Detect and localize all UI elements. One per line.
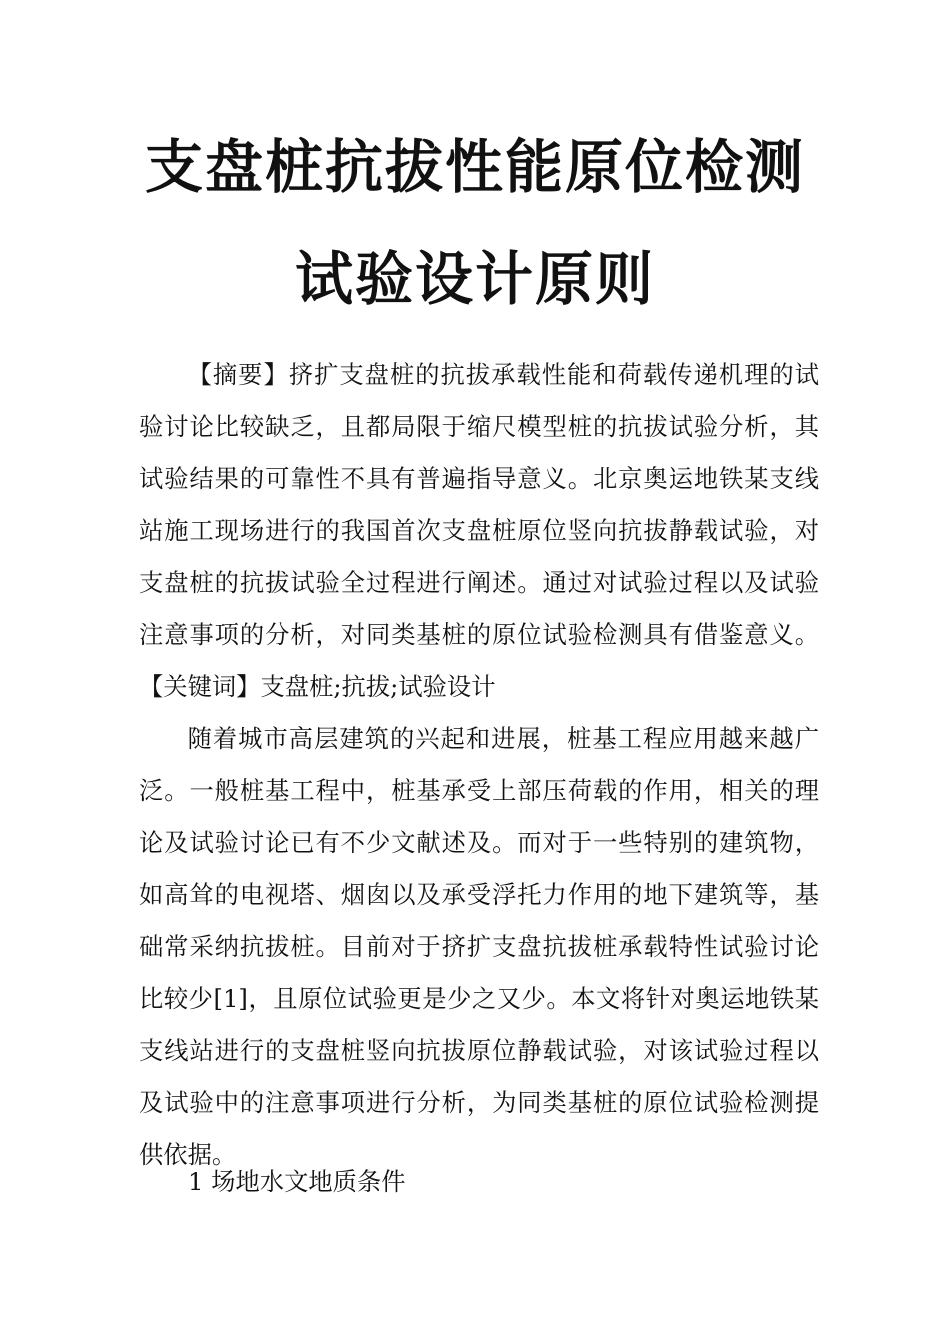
intro-paragraph: 随着城市高层建筑的兴起和进展，桩基工程应用越来越广泛。一般桩基工程中，桩基承受上部压荷载的作用，相关的理论及试验讨论已有不少文献述及。而对于一些特别的建筑物，如高耸的电视塔、烟囱以及承受浮托力作用的地下建筑等，基础常采纳抗拔桩。目前对于挤扩支盘抗拔桩承载特性试验讨论比较少[1]，且原位试验更是少之又少。本文将针对奥运地铁某支线站进行的支盘桩竖向抗拔原位静载试验，对该试验过程以及试验中的注意事项进行分析，为同类基桩的原位试验检测提供依据。	[139, 724, 819, 1169]
abstract-paragraph: 【摘要】挤扩支盘桩的抗拔承载性能和荷载传递机理的试验讨论比较缺乏，且都局限于缩尺模型桩的抗拔试验分析，其试验结果的可靠性不具有普遍指导意义。北京奥运地铁某支线站施工现场进行的我国首次支盘桩原位竖向抗拔静载试验，对支盘桩的抗拔试验全过程进行阐述。通过对试验过程以及试验注意事项的分析，对同类基桩的原位试验检测具有借鉴意义。【关键词】支盘桩;抗拔;试验设计	[139, 360, 819, 701]
document-title-line-2: 试验设计原则	[294, 245, 655, 313]
section-heading: 1 场地水文地质条件	[188, 1167, 406, 1196]
document-title-line-1: 支盘桩抗拔性能原位检测	[144, 133, 805, 201]
document-body	[139, 349, 819, 1181]
